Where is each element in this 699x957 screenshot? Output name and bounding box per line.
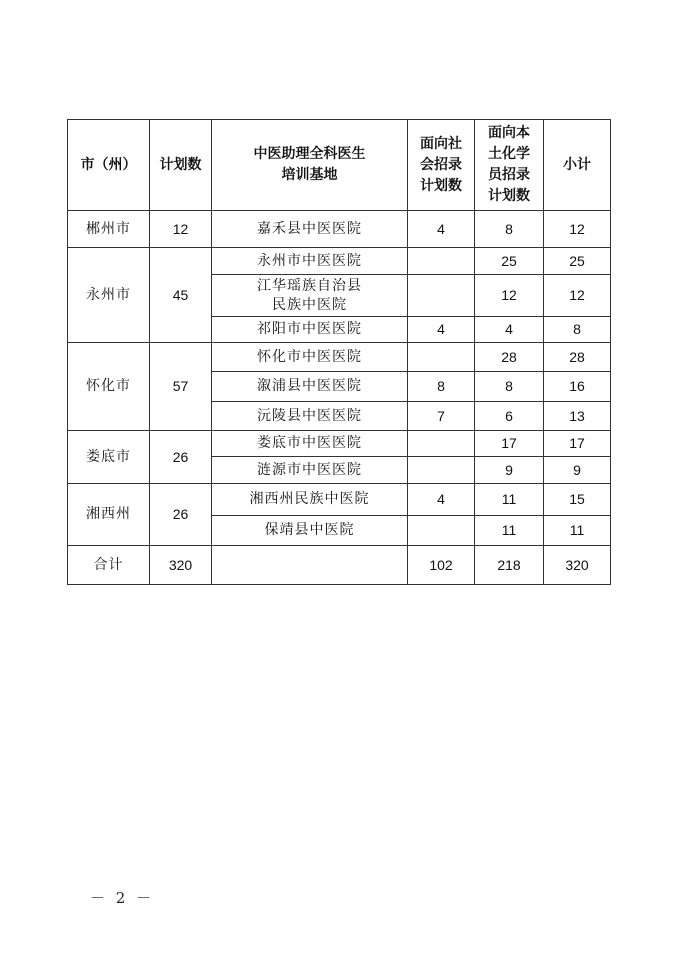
recruitment-plan-table (67, 119, 611, 585)
table-row (68, 343, 611, 372)
local-cell: 11 (475, 516, 544, 546)
social-cell: 7 (408, 402, 475, 431)
total-subtotal: 320 (544, 546, 611, 585)
local-cell: 8 (475, 372, 544, 402)
header-plan: 计划数 (150, 120, 212, 211)
base-cell: 溆浦县中医医院 (212, 372, 408, 402)
plan-cell: 26 (150, 484, 212, 546)
total-row (68, 546, 611, 585)
header-social-line: 会招录 (420, 156, 462, 173)
social-cell (408, 275, 475, 317)
base-cell: 湘西州民族中医院 (212, 484, 408, 516)
local-cell: 12 (475, 275, 544, 317)
header-local-line: 员招录 (488, 167, 530, 183)
header-social-line: 计划数 (420, 177, 462, 194)
local-cell: 4 (475, 317, 544, 343)
header-city: 市（州） (68, 120, 150, 211)
plan-cell: 45 (150, 248, 212, 343)
social-cell (408, 431, 475, 457)
base-cell: 娄底市中医医院 (212, 431, 408, 457)
total-label: 合计 (68, 546, 150, 585)
subtotal-cell: 8 (544, 317, 611, 343)
header-local-line: 计划数 (488, 188, 530, 204)
base-cell: 涟源市中医医院 (212, 457, 408, 484)
base-cell: 祁阳市中医医院 (212, 317, 408, 343)
social-cell (408, 516, 475, 546)
social-cell: 8 (408, 372, 475, 402)
local-cell: 17 (475, 431, 544, 457)
subtotal-cell: 11 (544, 516, 611, 546)
subtotal-cell: 12 (544, 211, 611, 248)
base-cell (212, 275, 408, 317)
local-cell: 11 (475, 484, 544, 516)
base-line: 民族中医院 (272, 296, 347, 313)
base-cell: 保靖县中医院 (212, 516, 408, 546)
header-row (68, 120, 611, 211)
subtotal-cell: 13 (544, 402, 611, 431)
city-cell: 永州市 (68, 248, 150, 343)
plan-cell: 26 (150, 431, 212, 484)
base-cell: 沅陵县中医医院 (212, 402, 408, 431)
local-cell: 28 (475, 343, 544, 372)
header-base-line: 培训基地 (281, 167, 338, 183)
table-row (68, 248, 611, 275)
plan-cell: 12 (150, 211, 212, 248)
header-local-line: 面向本 (488, 125, 530, 141)
city-cell: 湘西州 (68, 484, 150, 546)
base-line: 江华瑶族自治县 (257, 277, 362, 294)
table-row (68, 211, 611, 248)
social-cell: 4 (408, 484, 475, 516)
plan-cell: 57 (150, 343, 212, 431)
total-plan: 320 (150, 546, 212, 585)
base-cell: 怀化市中医医院 (212, 343, 408, 372)
header-social (408, 120, 475, 211)
header-local-line: 土化学 (488, 146, 530, 162)
local-cell: 8 (475, 211, 544, 248)
table-row (68, 484, 611, 516)
subtotal-cell: 25 (544, 248, 611, 275)
total-base (212, 546, 408, 585)
total-social: 102 (408, 546, 475, 585)
table-row (68, 431, 611, 457)
social-cell: 4 (408, 317, 475, 343)
header-base (212, 120, 408, 211)
total-local: 218 (475, 546, 544, 585)
subtotal-cell: 28 (544, 343, 611, 372)
social-cell (408, 343, 475, 372)
local-cell: 25 (475, 248, 544, 275)
social-cell (408, 248, 475, 275)
header-base-line: 中医助理全科医生 (253, 146, 366, 162)
city-cell: 娄底市 (68, 431, 150, 484)
base-cell: 永州市中医医院 (212, 248, 408, 275)
city-cell: 怀化市 (68, 343, 150, 431)
page-number: － 2 － (90, 889, 155, 907)
social-cell: 4 (408, 211, 475, 248)
header-social-line: 面向社 (420, 135, 462, 152)
header-subtotal: 小计 (544, 120, 611, 211)
base-cell: 嘉禾县中医医院 (212, 211, 408, 248)
subtotal-cell: 16 (544, 372, 611, 402)
subtotal-cell: 12 (544, 275, 611, 317)
subtotal-cell: 17 (544, 431, 611, 457)
social-cell (408, 457, 475, 484)
subtotal-cell: 15 (544, 484, 611, 516)
local-cell: 9 (475, 457, 544, 484)
city-cell: 郴州市 (68, 211, 150, 248)
subtotal-cell: 9 (544, 457, 611, 484)
local-cell: 6 (475, 402, 544, 431)
header-local (475, 120, 544, 211)
